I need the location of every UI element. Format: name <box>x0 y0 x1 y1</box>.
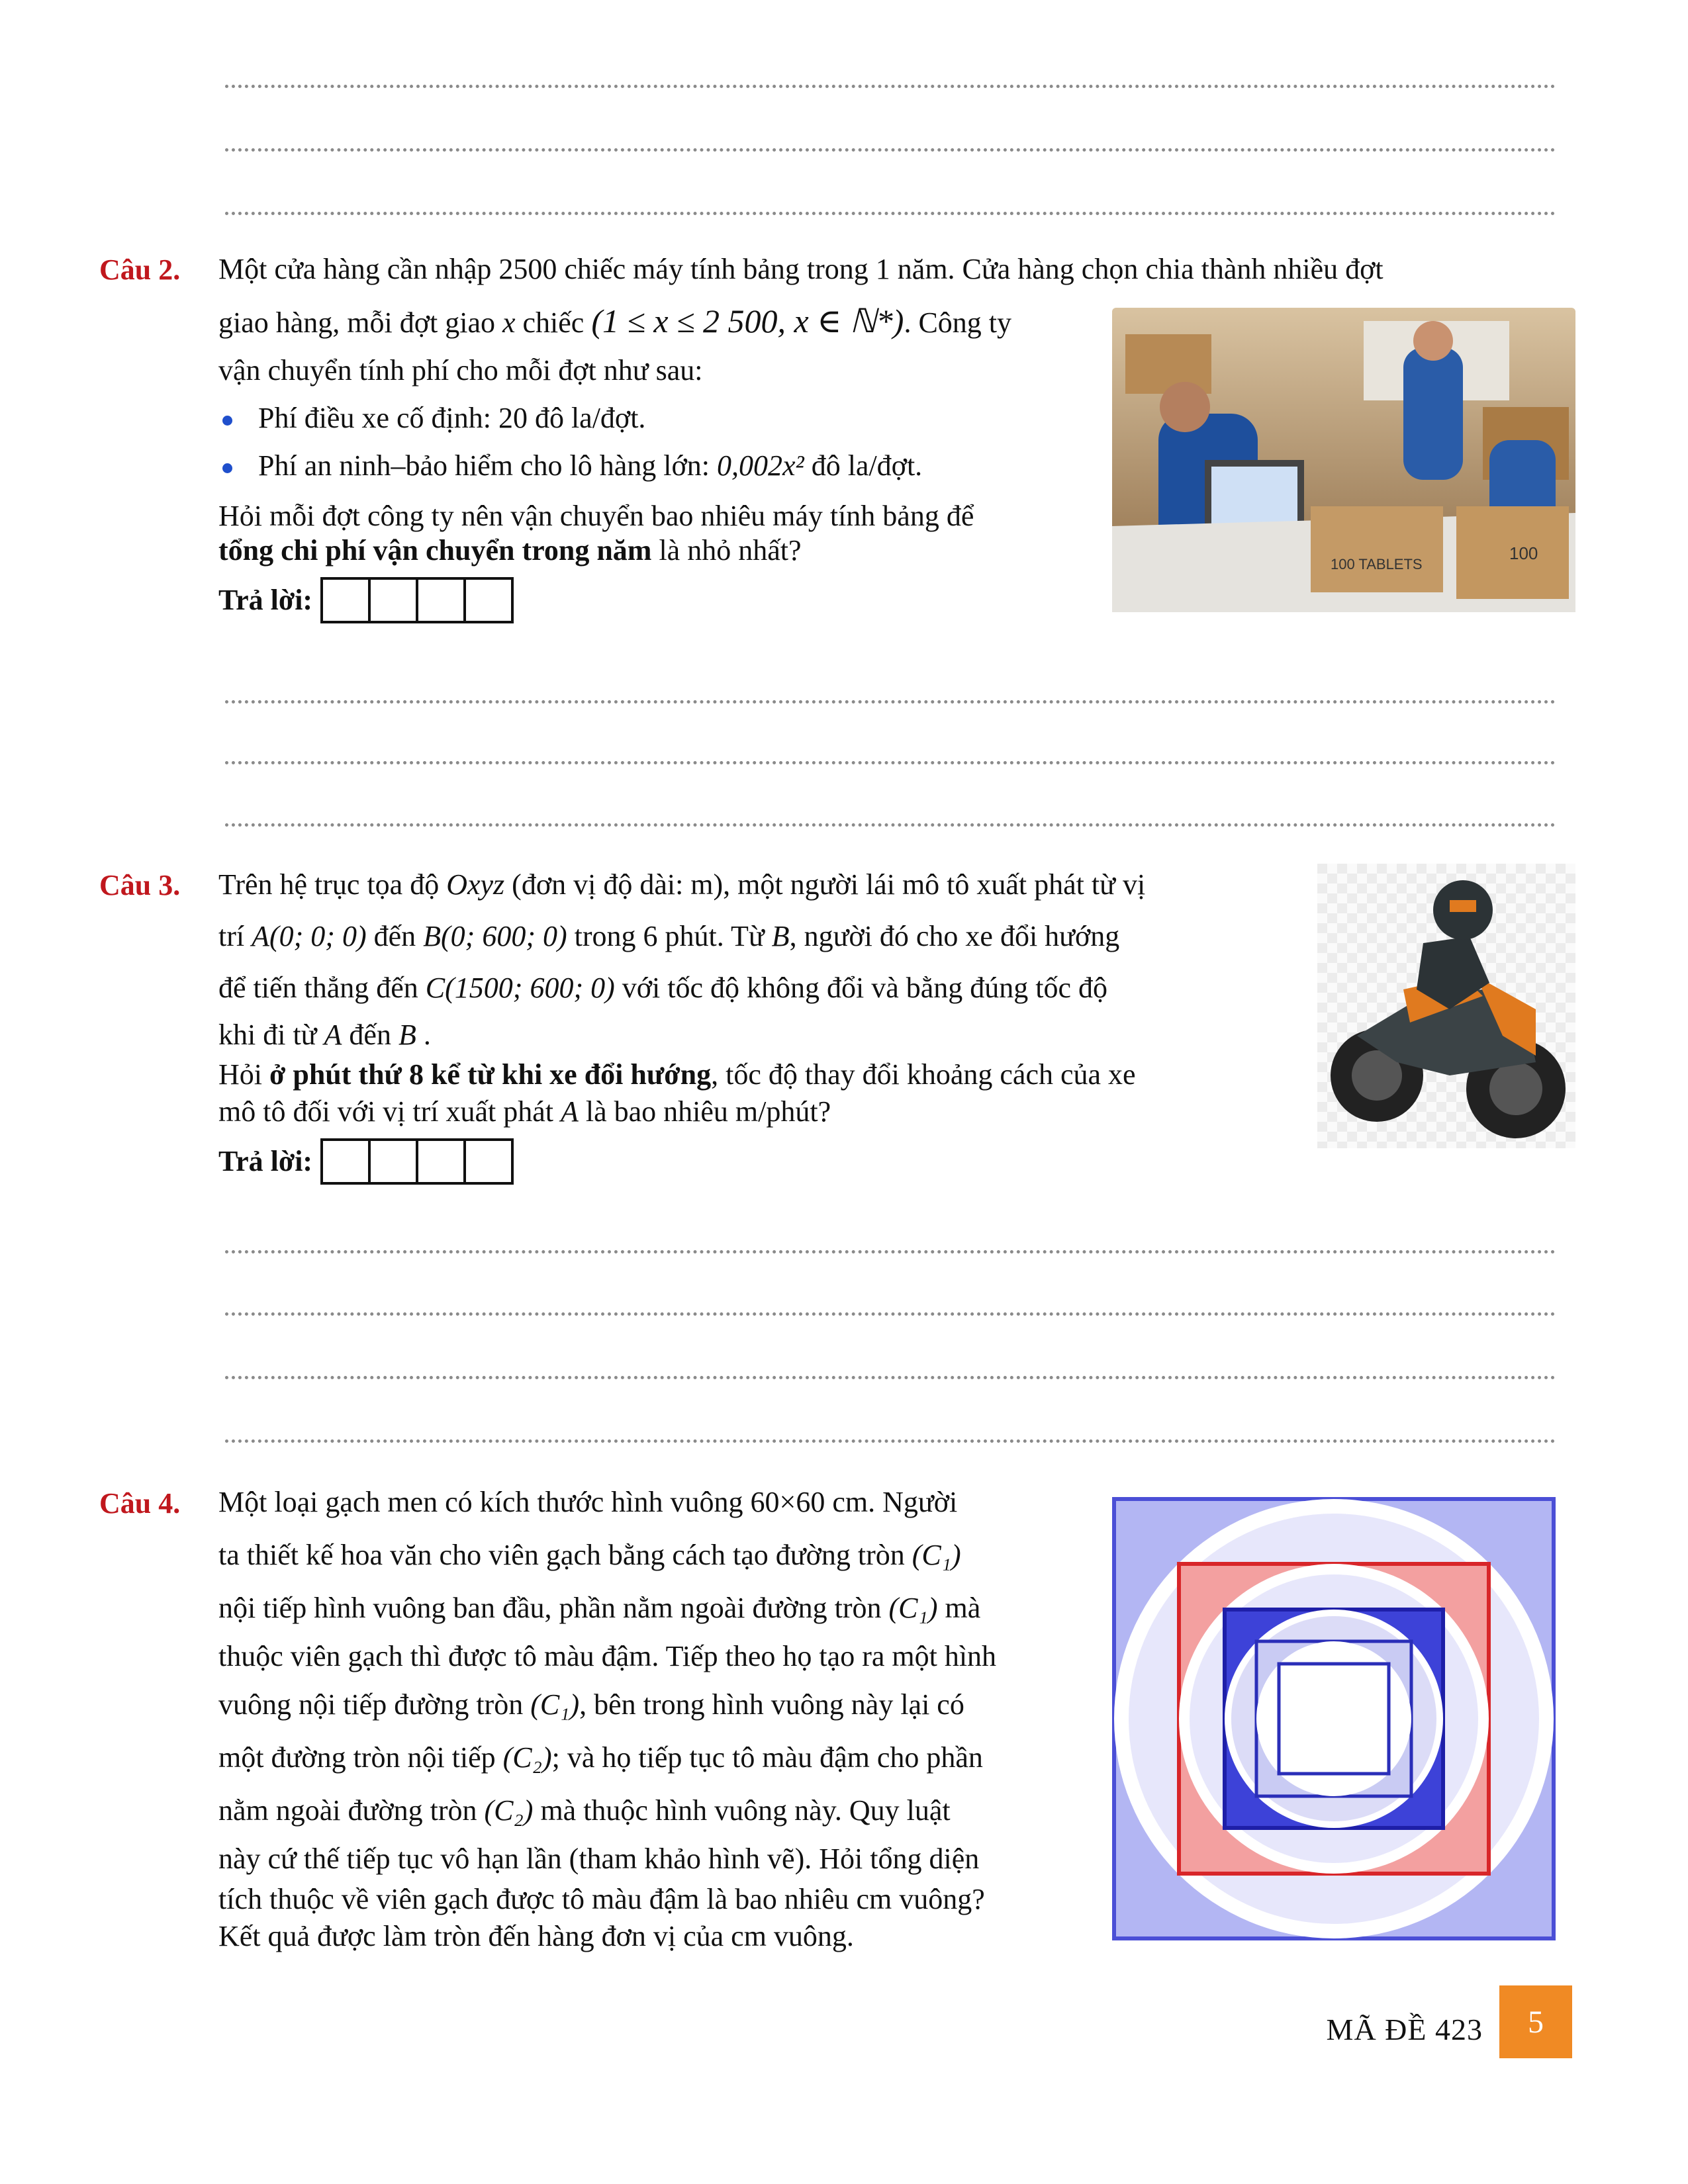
q2-emphasis: tổng chi phí vận chuyển trong năm <box>218 534 652 567</box>
q4-line-8: này cứ thế tiếp tục vô hạn lần (tham khảo hình vẽ). Hỏi tổng diện <box>218 1843 980 1875</box>
q4-text: mà <box>937 1592 981 1624</box>
q4-text: , bên trong hình vuông này lại có <box>579 1688 964 1721</box>
q3-text: trí <box>218 920 252 952</box>
q3-var: A <box>324 1019 342 1051</box>
q3-point-a: A(0; 0; 0) <box>252 920 367 952</box>
q3-line-6 <box>218 1093 1304 1130</box>
q2-line-1: Một cửa hàng cần nhập 2500 chiếc máy tính bảng trong 1 năm. Cửa hàng chọn chia thành nhiều đợt <box>218 253 1383 285</box>
q3-text: , người đó cho xe đổi hướng <box>789 920 1120 952</box>
q4-text: một đường tròn nội tiếp <box>218 1741 503 1774</box>
q4-circle-c1: (C₁) <box>530 1688 580 1721</box>
q3-text: để tiến thẳng đến <box>218 972 426 1004</box>
dotted-line <box>225 761 1556 764</box>
q3-line-5 <box>218 1056 1304 1093</box>
q2-text: giao hàng, mỗi đợt giao <box>218 306 502 339</box>
answer-label: Trả lời: <box>218 1145 313 1177</box>
q4-line-2 <box>218 1529 1105 1582</box>
q4-text: mà thuộc hình vuông này. Quy luật <box>533 1794 951 1827</box>
question-4-body <box>218 1476 1105 1955</box>
q2-text: . Công ty <box>904 306 1012 339</box>
q3-var: B <box>398 1019 416 1051</box>
q3-var: Oxyz <box>446 868 505 901</box>
q3-var: B <box>771 920 790 952</box>
q4-line-4: thuộc viên gạch thì được tô màu đậm. Tiếp theo họ tạo ra một hình <box>218 1640 997 1672</box>
q4-text: nội tiếp hình vuông ban đầu, phần nằm ngoài đường tròn <box>218 1592 889 1624</box>
q3-text: là bao nhiêu m/phút? <box>578 1095 831 1128</box>
q2-text: là nhỏ nhất? <box>651 534 802 567</box>
tile-pattern-figure <box>1112 1497 1556 1940</box>
dotted-line <box>225 823 1556 827</box>
q2-answer-row <box>218 574 1105 626</box>
q2-question <box>218 499 1105 568</box>
q3-text: . <box>416 1019 431 1051</box>
box-label-tablets: 100 TABLETS <box>1331 556 1423 572</box>
q2-text: đô la/đợt. <box>804 449 923 482</box>
motorcycle-photo <box>1317 864 1575 1148</box>
q3-var: A <box>561 1095 579 1128</box>
q2-text: chiếc <box>515 306 592 339</box>
q3-text: mô tô đối với vị trí xuất phát <box>218 1095 561 1128</box>
q4-text: ; và họ tiếp tục tô màu đậm cho phần <box>551 1741 983 1774</box>
question-4-label: Câu 4. <box>99 1487 181 1520</box>
exam-code: MÃ ĐỀ 423 <box>1326 2013 1483 2046</box>
answer-label: Trả lời: <box>218 584 313 616</box>
q4-text: Một loại gạch men có kích thước hình vuông <box>218 1486 751 1518</box>
q4-circle-c2: (C₂) <box>484 1794 534 1827</box>
box-label-100: 100 <box>1509 543 1538 563</box>
dotted-line <box>225 85 1556 88</box>
q3-text: , tốc độ thay đổi khoảng cách của xe <box>711 1058 1136 1091</box>
dotted-line <box>225 148 1556 152</box>
q3-text: trong 6 phút. Từ <box>567 920 772 952</box>
q3-text: khi đi từ <box>218 1019 324 1051</box>
q4-line-1 <box>218 1476 1105 1529</box>
q2-text: Phí an ninh–bảo hiểm cho lô hàng lớn: <box>258 449 717 482</box>
question-2-label: Câu 2. <box>99 253 181 286</box>
question-3-body <box>218 859 1304 1187</box>
q2-condition: (1 ≤ x ≤ 2 500, x ∈ ℕ*) <box>591 302 904 340</box>
q4-text: . Người <box>868 1486 958 1518</box>
q4-line-10: Kết quả được làm tròn đến hàng đơn vị của cm vuông. <box>218 1920 854 1952</box>
dotted-line <box>225 1439 1556 1443</box>
q4-line-9: tích thuộc về viên gạch được tô màu đậm là bao nhiêu cm vuông? <box>218 1883 985 1915</box>
q4-circle-c1: (C₁) <box>888 1592 938 1624</box>
q2-bullet-2 <box>218 442 1105 490</box>
q3-line-1 <box>218 859 1304 911</box>
q2-var-x: x <box>502 306 516 339</box>
q4-line-5 <box>218 1678 1105 1731</box>
dotted-line <box>225 1250 1556 1253</box>
q3-line-2 <box>218 911 1304 962</box>
q3-text: Hỏi <box>218 1058 269 1091</box>
q3-line-3 <box>218 962 1304 1014</box>
q3-text: (đơn vị độ dài: m), một người lái mô tô xuất phát từ vị <box>504 868 1146 901</box>
q4-line-7 <box>218 1784 1105 1837</box>
q3-answer-row <box>218 1136 1304 1187</box>
dotted-line <box>225 700 1556 704</box>
q4-text: vuông nội tiếp đường tròn <box>218 1688 531 1721</box>
q4-text: nằm ngoài đường tròn <box>218 1794 485 1827</box>
question-2-body-cont <box>218 347 1105 626</box>
dotted-line <box>225 212 1556 215</box>
q4-circle-c2: (C₂) <box>502 1741 552 1774</box>
q3-line-4 <box>218 1014 1304 1056</box>
q3-text: với tốc độ không đổi và bằng đúng tốc độ <box>614 972 1108 1004</box>
answer-boxes[interactable] <box>320 577 514 623</box>
page-number: 5 <box>1499 1985 1572 2058</box>
question-3-label: Câu 3. <box>99 869 181 901</box>
q3-text: Trên hệ trục tọa độ <box>218 868 447 901</box>
warehouse-photo <box>1112 308 1575 612</box>
q4-circle-c1: (C₁) <box>912 1539 961 1571</box>
q2-line-3: vận chuyển tính phí cho mỗi đợt như sau: <box>218 354 703 387</box>
q4-line-3 <box>218 1582 1105 1635</box>
q3-text: đến <box>366 920 424 952</box>
q2-bullet-1: Phí điều xe cố định: 20 đô la/đợt. <box>218 394 1105 442</box>
q2-formula: 0,002x² <box>716 449 804 482</box>
q4-line-6 <box>218 1731 1105 1784</box>
dotted-line <box>225 1312 1556 1316</box>
q3-emphasis: ở phút thứ 8 kể từ khi xe đổi hướng <box>269 1058 712 1091</box>
q4-dimension: 60×60 cm <box>750 1486 868 1518</box>
q3-point-b: B(0; 600; 0) <box>423 920 567 952</box>
q3-point-c: C(1500; 600; 0) <box>425 972 615 1004</box>
q4-text: ta thiết kế hoa văn cho viên gạch bằng cách tạo đường tròn <box>218 1539 912 1571</box>
q3-text: đến <box>342 1019 399 1051</box>
answer-boxes[interactable] <box>320 1138 514 1185</box>
q2-text: Hỏi mỗi đợt công ty nên vận chuyển bao nhiêu máy tính bảng để <box>218 500 974 532</box>
dotted-line <box>225 1376 1556 1379</box>
